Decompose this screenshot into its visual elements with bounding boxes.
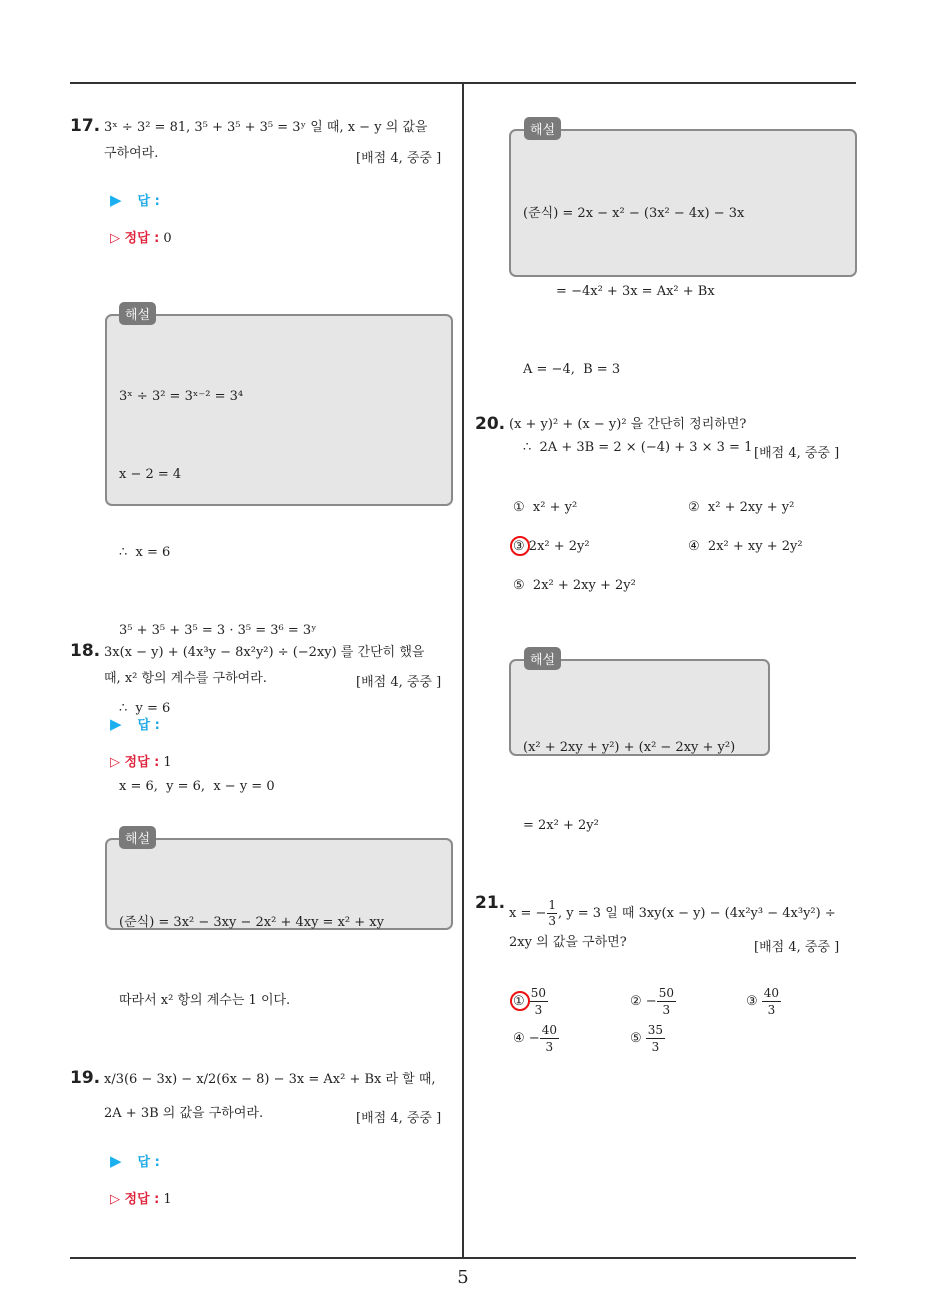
question-18-line2: 때, x² 항의 계수를 구하여라. bbox=[104, 671, 267, 686]
play-triangle-icon: ▶ bbox=[110, 1152, 122, 1170]
correct-answer-17 bbox=[110, 227, 172, 246]
explanation-tag: 해설 bbox=[119, 302, 156, 325]
question-20-line1: (x + y)² + (x − y)² 을 간단히 정리하면? bbox=[509, 417, 747, 432]
explanation-tag: 해설 bbox=[524, 647, 561, 670]
choice-21-3[interactable]: ③ $\frac{40}{3}$ bbox=[746, 986, 780, 1017]
choice-20-4[interactable]: ④ 2x² + xy + 2y² bbox=[688, 539, 803, 554]
choice-20-1[interactable]: ① x² + y² bbox=[513, 500, 578, 515]
choice-21-1[interactable]: ① $\frac{50}{3}$ bbox=[513, 986, 547, 1017]
question-17-line1: 3ˣ ÷ 3² = 81, 3⁵ + 3⁵ + 3⁵ = 3ʸ 일 때, x − y 의 값을 bbox=[104, 120, 428, 135]
explanation-line: 3⁵ + 3⁵ + 3⁵ = 3 · 3⁵ = 3⁶ = 3ʸ bbox=[119, 623, 317, 638]
column-divider bbox=[462, 84, 464, 1258]
question-number-19: 19. bbox=[70, 1068, 101, 1088]
explanation-line: ∴ y = 6 bbox=[119, 701, 171, 716]
choice-20-3[interactable]: ③ 2x² + 2y² bbox=[513, 539, 590, 554]
explanation-text-18 bbox=[119, 858, 384, 1066]
outline-triangle-icon: ▷ bbox=[110, 1192, 120, 1207]
explanation-text-17 bbox=[119, 332, 317, 852]
question-number-21: 21. bbox=[475, 893, 506, 913]
question-number-17: 17. bbox=[70, 116, 101, 136]
correct-answer-19 bbox=[110, 1188, 172, 1207]
explanation-line: 따라서 x² 항의 계수는 1 이다. bbox=[119, 993, 291, 1008]
explanation-line: (x² + 2xy + y²) + (x² − 2xy + y²) bbox=[523, 740, 736, 755]
outline-triangle-icon: ▷ bbox=[110, 231, 120, 246]
choice-21-4[interactable]: ④ − $\frac{40}{3}$ bbox=[513, 1023, 557, 1054]
explanation-line: ∴ x = 6 bbox=[119, 545, 171, 560]
play-triangle-icon: ▶ bbox=[110, 191, 122, 209]
answer-field-18[interactable] bbox=[110, 714, 160, 733]
answer-field-17[interactable] bbox=[110, 190, 160, 209]
correct-value-18: 1 bbox=[163, 755, 172, 770]
explanation-line: (준식) = 3x² − 3xy − 2x² + 4xy = x² + xy bbox=[119, 915, 384, 930]
question-19-meta: [배점 4, 중중 ] bbox=[356, 1111, 442, 1126]
question-18-meta: [배점 4, 중중 ] bbox=[356, 675, 442, 690]
question-number-18: 18. bbox=[70, 641, 101, 661]
choice-20-5[interactable]: ⑤ 2x² + 2xy + 2y² bbox=[513, 578, 636, 593]
question-21-meta: [배점 4, 중중 ] bbox=[754, 940, 840, 955]
explanation-box-20 bbox=[509, 659, 770, 833]
correct-label: 정답 : bbox=[124, 755, 160, 770]
play-triangle-icon: ▶ bbox=[110, 715, 122, 733]
explanation-line: = 2x² + 2y² bbox=[523, 818, 599, 833]
question-17-meta: [배점 4, 중중 ] bbox=[356, 151, 442, 166]
question-21-line2: 2xy 의 값을 구하면? bbox=[509, 935, 627, 950]
explanation-text-20 bbox=[523, 683, 735, 891]
explanation-box-18 bbox=[105, 838, 453, 1008]
correct-answer-18 bbox=[110, 751, 172, 770]
explanation-tag: 해설 bbox=[524, 117, 561, 140]
choice-20-2[interactable]: ② x² + 2xy + y² bbox=[688, 500, 795, 515]
explanation-line: A = −4, B = 3 bbox=[523, 362, 621, 377]
choice-21-2[interactable]: ② − $\frac{50}{3}$ bbox=[630, 986, 674, 1017]
answer-field-19[interactable] bbox=[110, 1151, 160, 1170]
selected-circle-icon bbox=[510, 536, 530, 556]
explanation-line: = −4x² + 3x = Ax² + Bx bbox=[523, 284, 715, 299]
correct-value-19: 1 bbox=[163, 1192, 172, 1207]
answer-label: 답 : bbox=[137, 194, 160, 209]
explanation-tag: 해설 bbox=[119, 826, 156, 849]
correct-value-17: 0 bbox=[163, 231, 172, 246]
choice-21-5[interactable]: ⑤ $\frac{35}{3}$ bbox=[630, 1023, 664, 1054]
question-19-line2: 2A + 3B 의 값을 구하여라. bbox=[104, 1106, 264, 1121]
answer-label: 답 : bbox=[137, 718, 160, 733]
question-21-line1: x = − $\frac{1}{3}$ , y = 3 일 때 3xy(x − y) − (4x²y³ − 4x³y²) ÷ bbox=[509, 898, 836, 928]
selected-circle-icon bbox=[510, 991, 530, 1011]
explanation-line: 3ˣ ÷ 3² = 3ˣ⁻² = 3⁴ bbox=[119, 389, 244, 404]
explanation-line: ∴ 2A + 3B = 2 × (−4) + 3 × 3 = 1 bbox=[523, 440, 753, 455]
correct-label: 정답 : bbox=[124, 1192, 160, 1207]
question-17-line2: 구하여라. bbox=[104, 146, 159, 161]
question-number-20: 20. bbox=[475, 414, 506, 434]
page-number: 5 bbox=[457, 1267, 469, 1288]
explanation-line: x − 2 = 4 bbox=[119, 467, 182, 482]
question-18-line1: 3x(x − y) + (4x³y − 8x²y²) ÷ (−2xy) 를 간단히 했을 bbox=[104, 645, 425, 660]
correct-label: 정답 : bbox=[124, 231, 160, 246]
explanation-text-19 bbox=[523, 149, 752, 513]
question-20-meta: [배점 4, 중중 ] bbox=[754, 446, 840, 461]
bottom-rule bbox=[70, 1257, 856, 1259]
answer-label: 답 : bbox=[137, 1155, 160, 1170]
question-19-line1: x/3(6 − 3x) − x/2(6x − 8) − 3x = Ax² + Bx 라 할 때, bbox=[104, 1072, 436, 1087]
explanation-line: x = 6, y = 6, x − y = 0 bbox=[119, 779, 275, 794]
outline-triangle-icon: ▷ bbox=[110, 755, 120, 770]
explanation-line: (준식) = 2x − x² − (3x² − 4x) − 3x bbox=[523, 206, 745, 221]
